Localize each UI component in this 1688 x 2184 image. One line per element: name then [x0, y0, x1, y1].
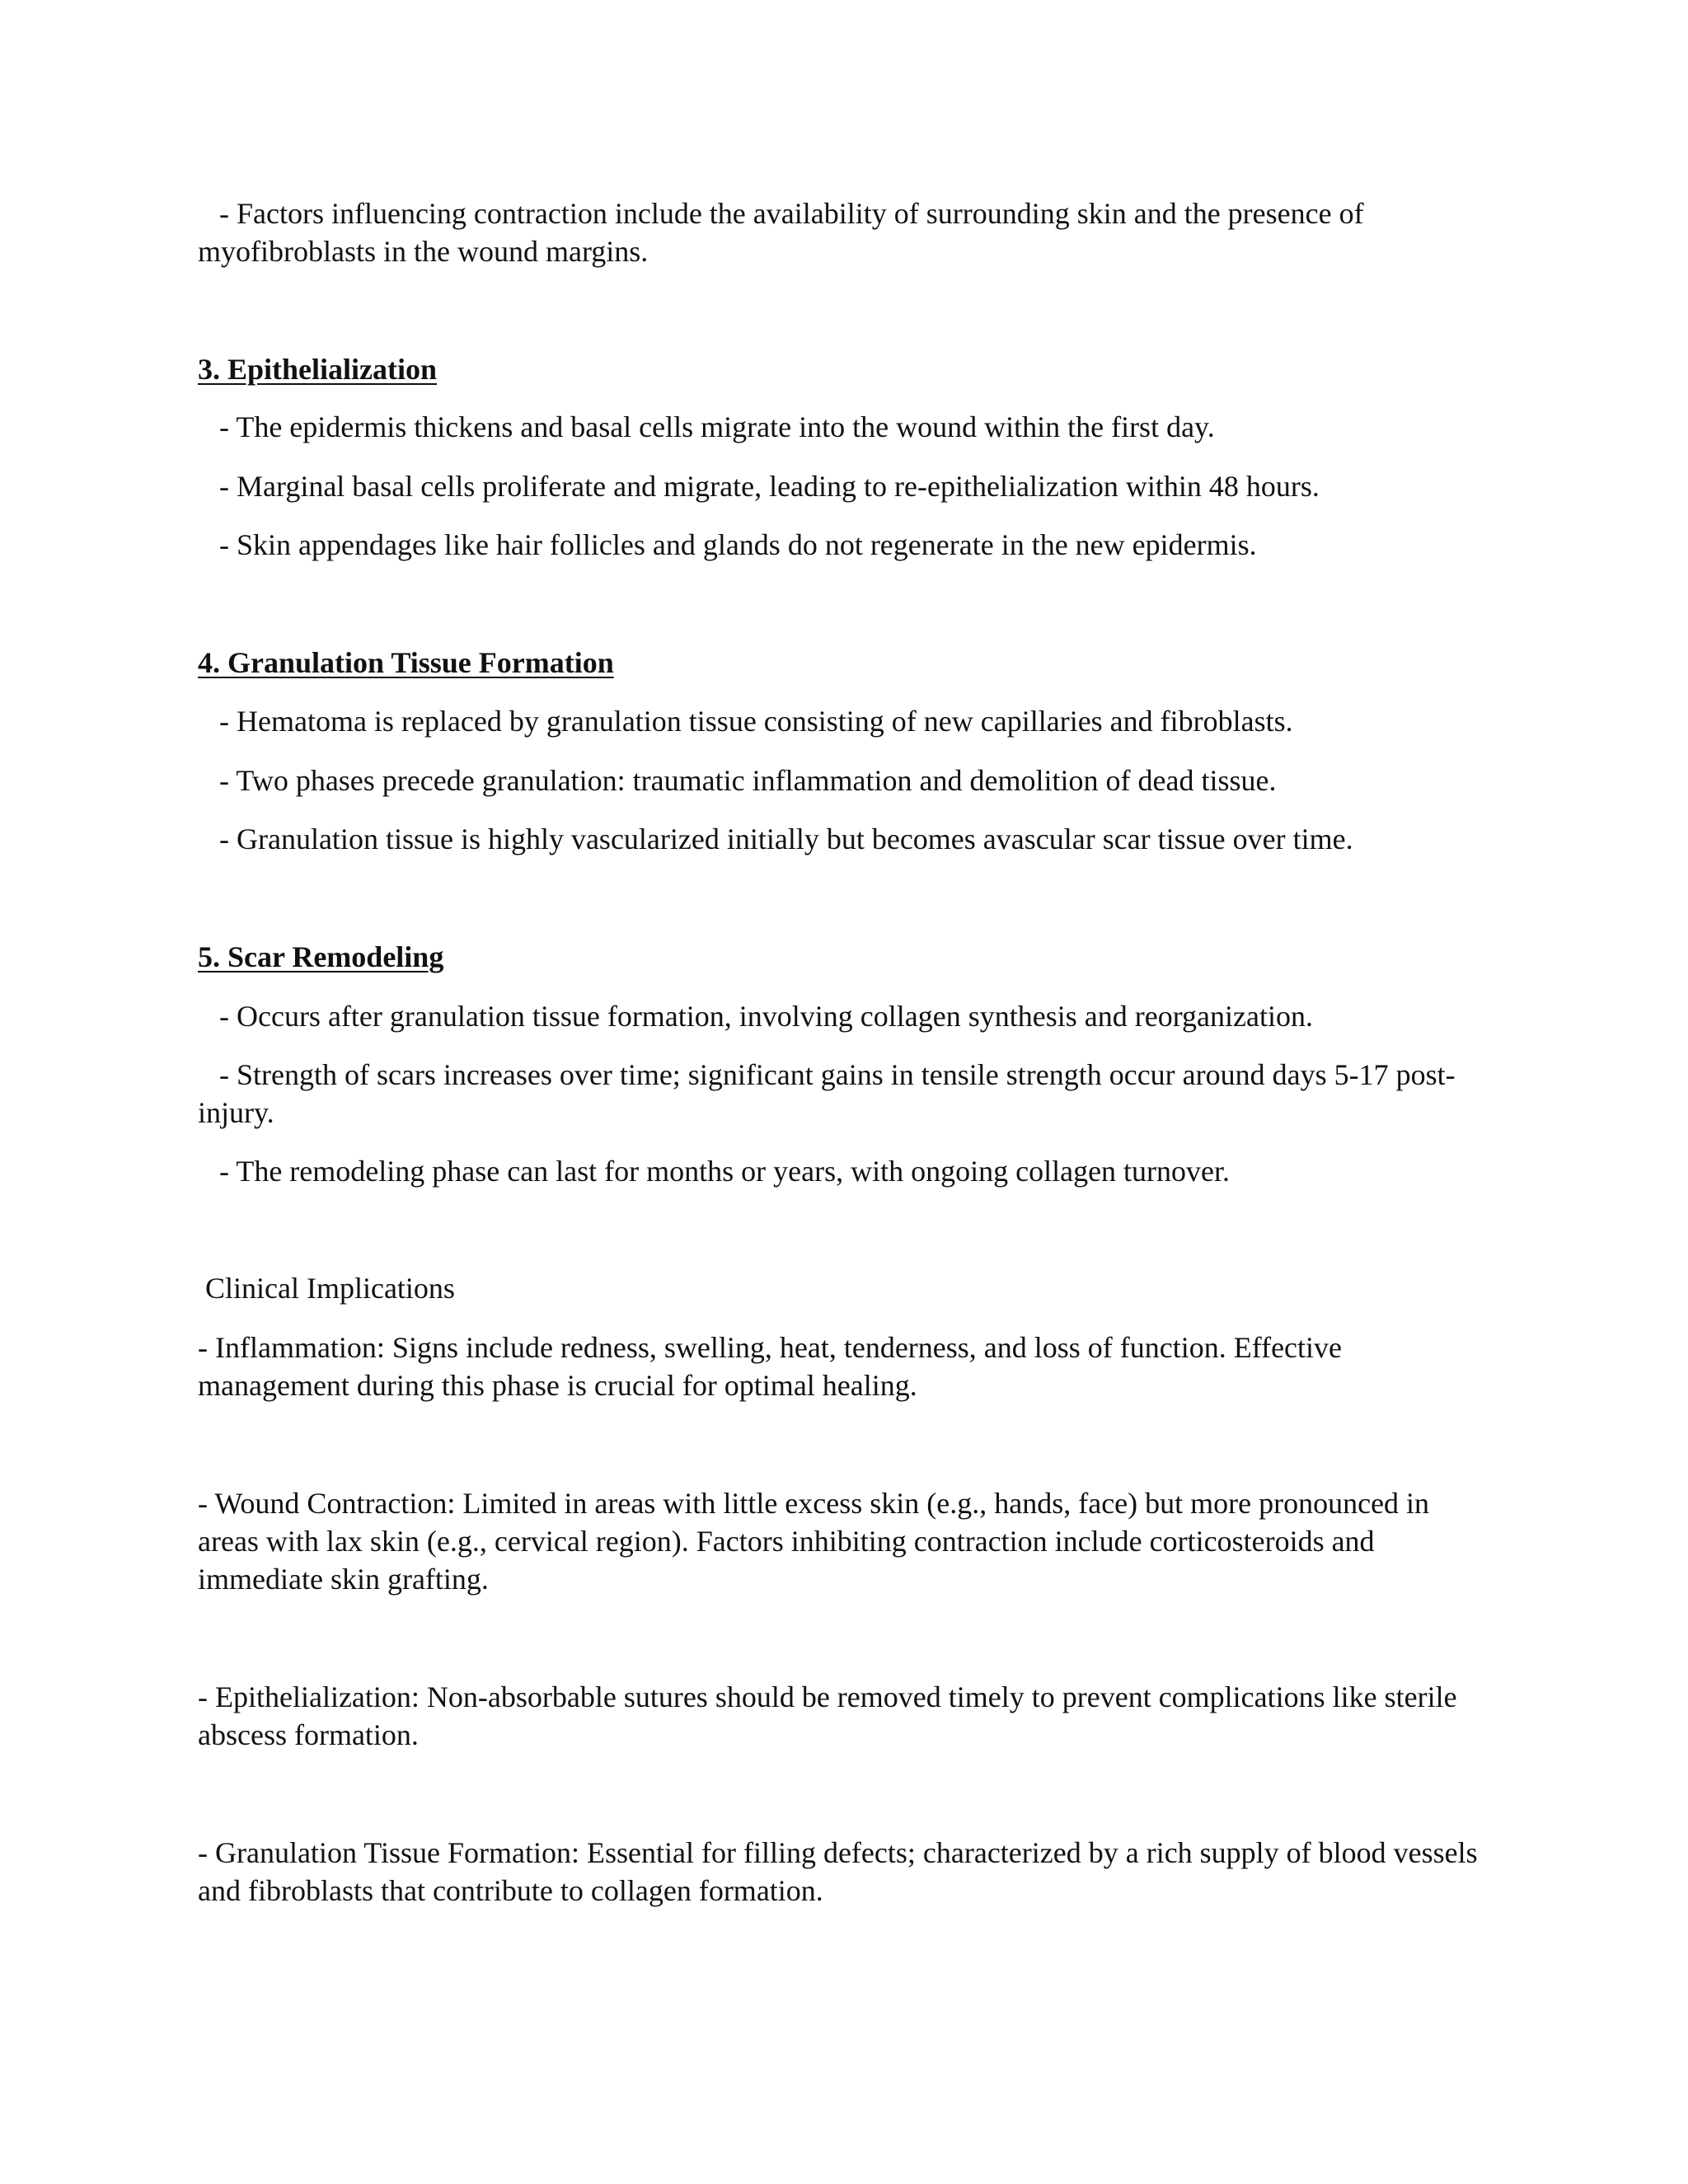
- clinical-item-epithelialization: - Epithelialization: Non-absorbable sutures should be removed timely to prevent complications like sterile abscess formation.: [198, 1680, 1457, 1751]
- granulation-bullet-2: - Two phases precede granulation: traumatic inflammation and demolition of dead tissue.: [219, 764, 1277, 797]
- epithelialization-bullet-2: - Marginal basal cells proliferate and migrate, leading to re-epithelialization within 48 hours.: [219, 470, 1320, 503]
- section-heading-epithelialization: 3. Epithelialization: [198, 353, 438, 386]
- granulation-bullet-1: - Hematoma is replaced by granulation tissue consisting of new capillaries and fibroblasts.: [219, 705, 1293, 738]
- intro-bullet: - Factors influencing contraction include the availability of surrounding skin and the presence of myofibroblasts in the wound margins.: [198, 197, 1364, 268]
- scar-remodeling-bullet-2: - Strength of scars increases over time; significant gains in tensile strength occur around days 5-17 post-injury.: [198, 1058, 1456, 1129]
- section-heading-scar-remodeling: 5. Scar Remodeling: [198, 940, 444, 973]
- clinical-item-inflammation: - Inflammation: Signs include redness, swelling, heat, tenderness, and loss of function. Effective management during this phase is crucial for optimal healing.: [198, 1331, 1343, 1402]
- epithelialization-bullet-3: - Skin appendages like hair follicles and glands do not regenerate in the new epidermis.: [219, 528, 1257, 561]
- granulation-bullet-3: - Granulation tissue is highly vascularized initially but becomes avascular scar tissue over time.: [219, 823, 1353, 855]
- clinical-item-granulation: - Granulation Tissue Formation: Essential for filling defects; characterized by a rich supply of blood vessels and fibroblasts that contribute to collagen formation.: [198, 1836, 1478, 1907]
- section-heading-granulation: 4. Granulation Tissue Formation: [198, 646, 614, 679]
- clinical-implications-heading: Clinical Implications: [205, 1272, 455, 1305]
- scar-remodeling-bullet-3: - The remodeling phase can last for months or years, with ongoing collagen turnover.: [219, 1155, 1231, 1188]
- scar-remodeling-bullet-1: - Occurs after granulation tissue formation, involving collagen synthesis and reorganization.: [219, 1000, 1313, 1033]
- clinical-item-wound-contraction: - Wound Contraction: Limited in areas with little excess skin (e.g., hands, face) but more pronounced in areas with lax skin (e.g., cervical region). Factors inhibiting contraction include corticosteroids and immediate skin grafting.: [198, 1487, 1430, 1596]
- epithelialization-bullet-1: - The epidermis thickens and basal cells migrate into the wound within the first day.: [219, 410, 1215, 443]
